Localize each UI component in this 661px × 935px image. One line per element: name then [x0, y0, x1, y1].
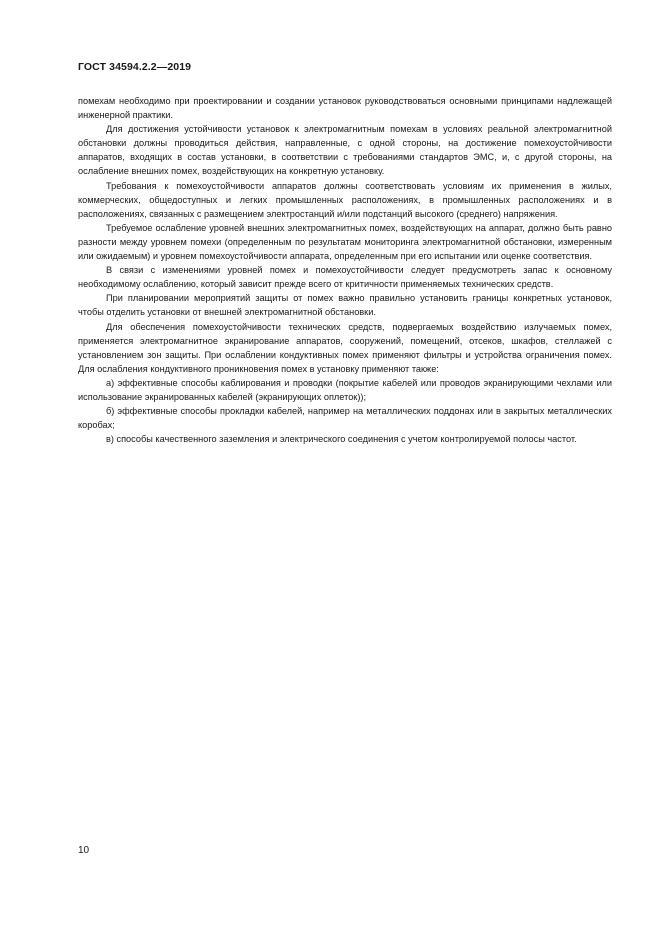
list-item-c: в) способы качественного заземления и электрического соединения с учетом контролируемой полосы частот.	[106, 434, 577, 445]
paragraph: При планировании мероприятий защиты от помех важно правильно установить границы конкретных установок, чтобы отделить установки от внешней электромагнитной обстановки.	[78, 293, 612, 318]
paragraph-continuation: помехам необходимо при проектировании и создании установок руководствоваться основными принципами надлежащей инженерной практики.	[78, 96, 612, 121]
document-header: ГОСТ 34594.2.2—2019	[78, 61, 192, 73]
paragraph: Требования к помехоустойчивости аппаратов должны соответствовать условиям их применения в жилых, коммерческих, общедоступных и легких промышленных расположениях, в промышленных расположениях и в расположениях, связанных с размещением электростанций и/или подстанций высокого (среднего) напряжения.	[78, 180, 612, 219]
list-item-a: а) эффективные способы каблирования и проводки (покрытие кабелей или проводов экранирующими чехлами или использование экранированных кабелей (экранирующих оплеток));	[78, 377, 612, 402]
list-item-b: б) эффективные способы прокладки кабелей, например на металлических поддонах или в закрытых металлических коробах;	[78, 406, 612, 431]
paragraph: Для достижения устойчивости установок к электромагнитным помехам в условиях реальной электромагнитной обстановки должны проводиться действия, направленные, с одной стороны, на достижение помехоустойчивости аппаратов, входящих в состав установки, в соответствии с требованиями стандартов ЭМС, и, с другой стороны, на ослабление внешних помех, воздействующих на конкретную установку.	[78, 124, 612, 177]
page-number: 10	[78, 845, 90, 856]
paragraph: В связи с изменениями уровней помех и помехоустойчивости следует предусмотреть запас к основному необходимому ослаблению, который зависит прежде всего от критичности применяемых технических средств.	[78, 265, 612, 290]
paragraph: Требуемое ослабление уровней внешних электромагнитных помех, воздействующих на аппарат, должно быть равно разности между уровнем помехи (определенным по результатам мониторинга электромагнитной обстановки, измеренным или ожидаемым) и уровнем помехоустойчивости аппарата, определенным при его испытании или оценке соответствия.	[78, 222, 612, 262]
document-body	[78, 94, 612, 446]
paragraph: Для обеспечения помехоустойчивости технических средств, подвергаемых воздействию излучаемых помех, применяется электромагнитное экранирование аппаратов, сооружений, помещений, отсеков, шкафов, стеллажей с установлением зон защиты. При ослаблении кондуктивных помех применяют фильтры и устройства ограничения помех. Для ослабления кондуктивного проникновения помех в установку применяют также:	[78, 321, 612, 374]
